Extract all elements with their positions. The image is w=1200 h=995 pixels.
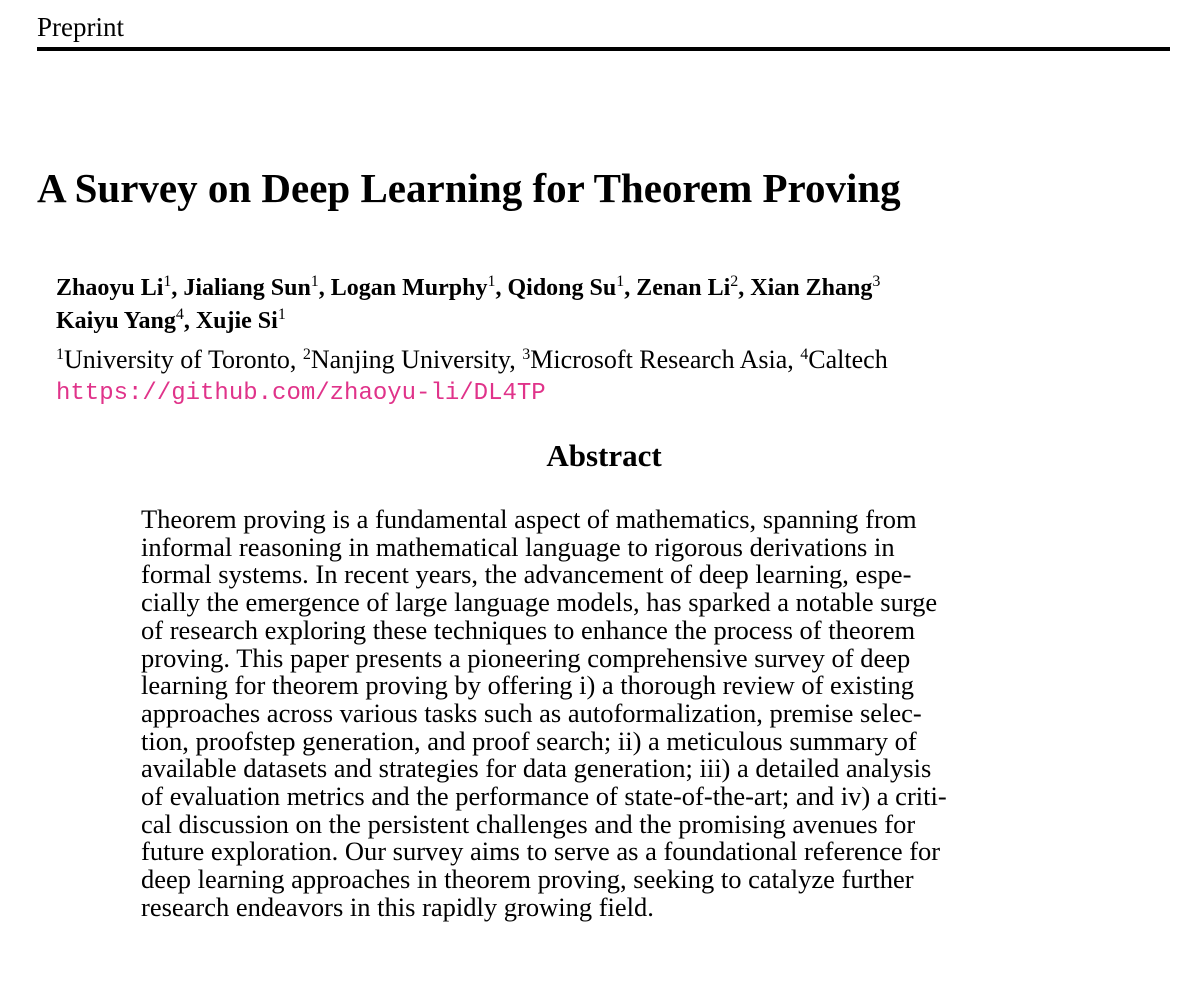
abstract-line: cially the emergence of large language models, has sparked a notable surge (141, 587, 938, 618)
abstract-line: cal discussion on the persistent challenges and the promising avenues for (141, 808, 916, 839)
author-separator: , (624, 275, 637, 301)
author-affiliation-marker: 1 (487, 273, 496, 290)
author-name: Qidong Su (507, 275, 617, 301)
abstract-line: proving. This paper presents a pioneering comprehensive survey of deep (141, 642, 911, 673)
affiliation-name: University of Toronto (64, 345, 290, 374)
author-affiliation-marker: 1 (163, 273, 172, 290)
abstract-line: future exploration. Our survey aims to serve as a foundational reference for (141, 836, 941, 867)
author-separator: , (183, 308, 196, 334)
repository-link[interactable]: https://github.com/zhaoyu-li/DL4TP (56, 380, 546, 407)
affiliation-name: Microsoft Research Asia (530, 345, 788, 374)
author-name: Zhaoyu Li (56, 275, 164, 301)
affiliation-separator: , (289, 345, 303, 374)
abstract-heading: Abstract (546, 438, 662, 473)
affiliation-marker: 3 (522, 346, 531, 363)
affiliation-marker: 1 (56, 346, 64, 363)
author-name: Xian Zhang (750, 275, 873, 301)
affiliation-name: Caltech (808, 345, 888, 374)
author-name: Jialiang Sun (183, 275, 311, 301)
author-affiliation-marker: 3 (872, 273, 881, 290)
affiliation-separator: , (509, 345, 523, 374)
author-affiliation-marker: 1 (616, 273, 625, 290)
affiliation-marker: 4 (800, 346, 809, 363)
abstract-line: tion, proofstep generation, and proof search; ii) a meticulous summary of (141, 725, 917, 756)
abstract-line: approaches across various tasks such as autoformalization, premise selec- (141, 697, 922, 728)
author-line-2 (56, 305, 1176, 338)
author-name: Xujie Si (195, 308, 278, 334)
abstract-body (141, 506, 1081, 922)
paper-title: A Survey on Deep Learning for Theorem Proving (37, 165, 901, 211)
abstract-line: deep learning approaches in theorem proving, seeking to catalyze further (141, 864, 914, 895)
abstract-line: available datasets and strategies for data generation; iii) a detailed analysis (141, 753, 932, 784)
running-header: Preprint (37, 12, 124, 42)
affiliation-separator: , (787, 345, 801, 374)
abstract-line: of research exploring these techniques to enhance the process of theorem (141, 614, 916, 645)
abstract-line: informal reasoning in mathematical language to rigorous derivations in (141, 531, 895, 562)
author-name: Logan Murphy (330, 275, 488, 301)
author-line-1 (56, 272, 1176, 305)
abstract-line: research endeavors in this rapidly growing field. (141, 891, 654, 922)
affiliation-name: Nanjing University (310, 345, 510, 374)
author-list (56, 272, 1176, 338)
affiliation-list (56, 343, 888, 377)
author-name: Zenan Li (636, 275, 731, 301)
author-affiliation-marker: 4 (175, 306, 184, 323)
affiliation-marker: 2 (302, 346, 311, 363)
author-name: Kaiyu Yang (56, 308, 176, 334)
author-separator: , (171, 275, 184, 301)
header-rule (37, 47, 1170, 51)
author-separator: , (738, 275, 751, 301)
abstract-line: formal systems. In recent years, the advancement of deep learning, espe- (141, 559, 912, 590)
abstract-line: learning for theorem proving by offering i) a thorough review of existing (141, 670, 914, 701)
author-affiliation-marker: 2 (730, 273, 739, 290)
author-separator: , (495, 275, 508, 301)
author-separator: , (318, 275, 331, 301)
author-affiliation-marker: 1 (277, 306, 286, 323)
author-affiliation-marker: 1 (310, 273, 319, 290)
abstract-line: Theorem proving is a fundamental aspect of mathematics, spanning from (141, 504, 917, 534)
abstract-line: of evaluation metrics and the performance of state-of-the-art; and iv) a criti- (141, 781, 947, 812)
